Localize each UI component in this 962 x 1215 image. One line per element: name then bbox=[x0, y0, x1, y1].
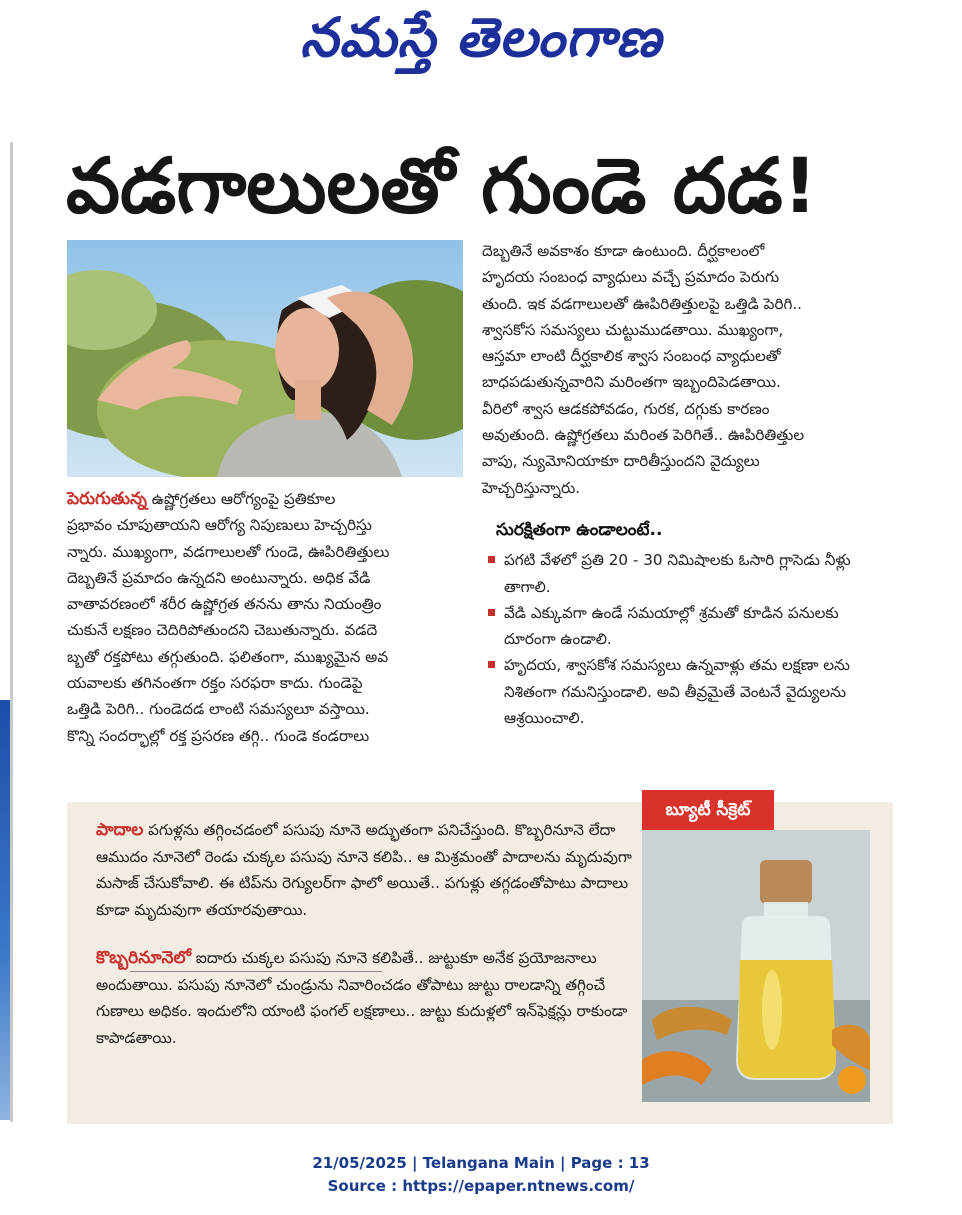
paragraph-line: చుకునే లక్షణం చెదిరిపోతుందని చెబుతున్నారు. వడదె bbox=[67, 621, 378, 640]
footer-date-page: 21/05/2025 | Telangana Main | Page : 13 bbox=[312, 1154, 650, 1172]
beauty-tip-hair: కొబ్బరినూనెలో ఐదారు చుక్కల పసుపు నూనె కలిపితే.. జుట్టుకూ అనేక ప్రయోజనాలు అందుతాయి. పసుపు నూనెలో చుండ్రును నివారించడం తోపాటు జుట్టు రాలడాన్ని తగ్గించే గుణాలు అధికం. ఇందులోని యాంటి ఫంగల్ లక్షణాలు.. జుట్టు కుదుళ్లలో ఇన్‌ఫెక్షన్లు రాకుండా కాపాడతాయి. bbox=[96, 948, 628, 1047]
list-item: హృదయ, శ్వాసకోశ సమస్యలు ఉన్నవాళ్లు తమ లక్షణా లను నిశితంగా గమనిస్తుండాలి. అవి తీవ్రమైతే వెంటనే వైద్యులను ఆశ్రయించాలి. bbox=[482, 652, 892, 731]
safety-tips-list bbox=[482, 547, 892, 731]
paragraph-line: వాపు, న్యుమోనియాకూ దారితీస్తుందని వైద్యులు bbox=[482, 452, 760, 471]
paragraph-line: ఒత్తిడి పెరిగి.. గుండెదడ లాంటి సమస్యలూ వస్తాయి. bbox=[67, 700, 370, 719]
newspaper-masthead: నమస్తే తెలంగాణ bbox=[300, 6, 662, 69]
footer-source-link[interactable]: Source : https://epaper.ntnews.com/ bbox=[327, 1177, 635, 1195]
paragraph-line: తుంది. ఇక వడగాలులతో ఊపిరితిత్తులపై ఒత్తిడి పెరిగి.. bbox=[482, 294, 802, 313]
column-rule bbox=[10, 142, 13, 1122]
paragraph-line: పెరుగుతున్న ఉష్ణోగ్రతలు ఆరోగ్యంపై ప్రతికూల bbox=[67, 489, 336, 509]
paragraph-line: అవుతుంది. ఉష్ణోగ్రతలు మరింత పెరిగితే.. ఊపిరితిత్తుల bbox=[482, 426, 805, 445]
tip-lead-word: పాదాల bbox=[96, 820, 144, 840]
list-item: వేడి ఎక్కువగా ఉండే సమయాల్లో శ్రమతో కూడిన పనులకు దూరంగా ఉండాలి. bbox=[482, 600, 892, 653]
paragraph-line: బాధపడుతున్నవారిని మరింతగా ఇబ్బందిపెడతాయి. bbox=[482, 373, 781, 392]
paragraph-line: బ్బతో రక్తపోటు తగ్గుతుంది. ఫలితంగా, ముఖ్యమైన అవ bbox=[67, 647, 389, 666]
heat-woman-photo bbox=[67, 240, 463, 477]
beauty-tip-feet: పాదాల పగుళ్లను తగ్గించడంలో పసుపు నూనె అద్భుతంగా పనిచేస్తుంది. కొబ్బరినూనె లేదా ఆముదం నూనెలో రెండు చుక్కల పసుపు నూనె కలిపి.. ఆ మిశ్రమంతో పాదాలను మృదువుగా మసాజ్ చేసుకోవాలి. ఈ టిప్‌ను రెగ్యులర్‌గా ఫాలో అయితే.. పగుళ్లు తగ్గడంతోపాటు పాదాలు కూడా మృదువుగా తయారవుతాయి. bbox=[96, 820, 632, 919]
turmeric-oil-photo bbox=[642, 830, 870, 1102]
paragraph-line: దెబ్బతినే అవకాశం కూడా ఉంటుంది. దీర్ఘకాలంలో bbox=[482, 242, 765, 260]
paragraph-line: న్నారు. ముఖ్యంగా, వడగాలులతో గుండె, ఊపిరితిత్తులు bbox=[67, 542, 390, 561]
article-right-column bbox=[482, 238, 892, 731]
tip-lead-word: కొబ్బరినూనెలో bbox=[96, 948, 191, 968]
article-left-column bbox=[67, 486, 467, 749]
article-headline: వడగాలులతో గుండె దడ! bbox=[66, 141, 818, 230]
beauty-tips-text bbox=[96, 817, 632, 1051]
safety-subheading: సురక్షితంగా ఉండాలంటే.. bbox=[496, 519, 663, 540]
paragraph-line: హెచ్చరిస్తున్నారు. bbox=[482, 478, 581, 497]
paragraph-line: హృదయ సంబంధ వ్యాధులు వచ్చే ప్రమాదం పెరుగు bbox=[482, 268, 780, 287]
paragraph-line: ప్రభావం చూపుతాయని ఆరోగ్య నిపుణులు హెచ్చరిస్తు bbox=[67, 516, 372, 535]
lead-word: పెరుగుతున్న bbox=[67, 489, 147, 509]
list-item: పగటి వేళలో ప్రతి 20 - 30 నిమిషాలకు ఓసారి గ్లాసెడు నీళ్లు తాగాలి. bbox=[482, 547, 892, 600]
tips-divider bbox=[130, 971, 382, 972]
paragraph-line: వీరిలో శ్వాస ఆడకపోవడం, గురక, దగ్గుకు కారణం bbox=[482, 399, 770, 418]
paragraph-line: కొన్ని సందర్భాల్లో రక్త ప్రసరణ తగ్గి.. గుండె కండరాలు bbox=[67, 726, 370, 745]
paragraph-line: ఆస్తమా లాంటి దీర్ఘకాలిక శ్వాస సంబంధ వ్యాధులతో bbox=[482, 347, 781, 366]
paragraph-line: యవాలకు తగినంతగా రక్తం సరఫరా కాదు. గుండెపై bbox=[67, 674, 363, 693]
beauty-secret-badge: బ్యూటీ సీక్రెట్ bbox=[642, 790, 774, 830]
paragraph-line: దెబ్బతినే ప్రమాదం ఉన్నదని అంటున్నారు. అధిక వేడి bbox=[67, 568, 371, 587]
adjacent-page-strip bbox=[0, 700, 10, 1120]
paragraph-line: వాతావరణంలో శరీర ఉష్ణోగ్రత తనను తాను నియంత్రిం bbox=[67, 595, 382, 614]
paragraph-line: శ్వాసకోస సమస్యలు చుట్టుముడతాయి. ముఖ్యంగా, bbox=[482, 320, 784, 339]
